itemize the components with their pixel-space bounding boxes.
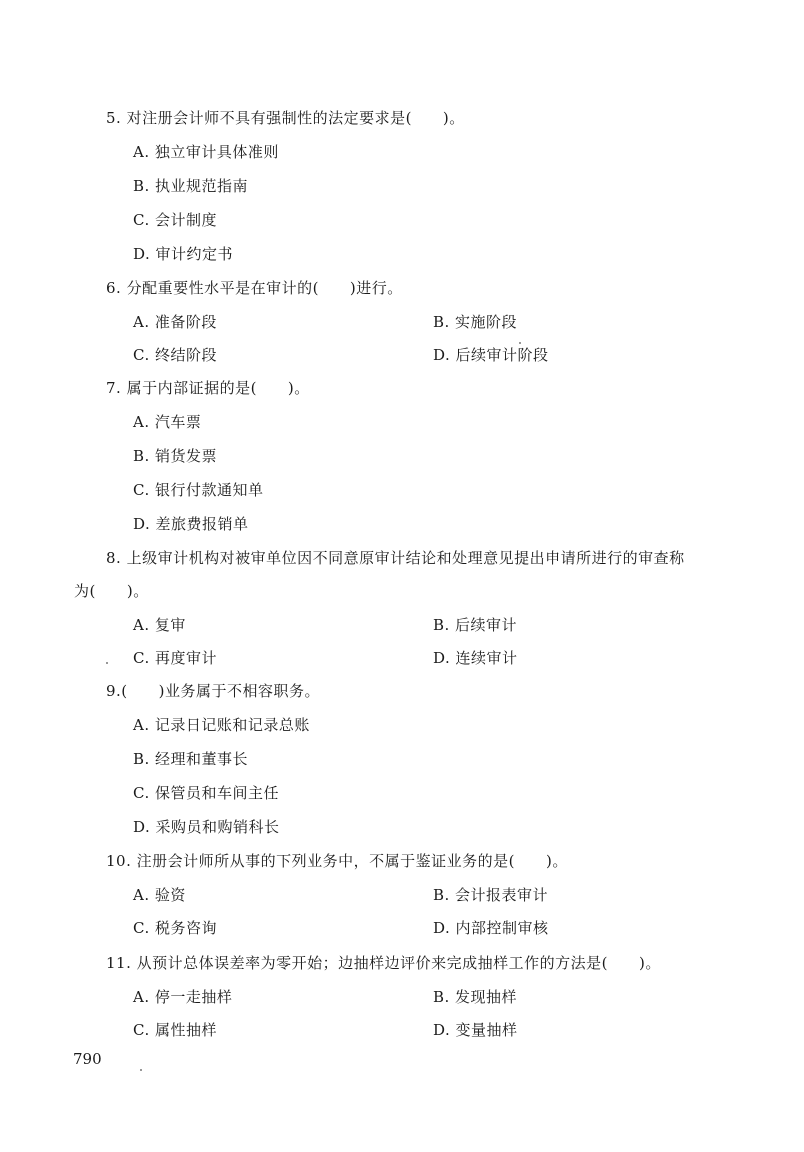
question-7-option-a: A. 汽车票	[133, 413, 202, 431]
question-8-stem-continued: 为( )。	[74, 582, 149, 600]
question-6-option-c: C. 终结阶段	[133, 346, 217, 364]
question-7-option-b: B. 销货发票	[133, 447, 218, 465]
question-11-option-b: B. 发现抽样	[433, 988, 518, 1006]
question-8-option-c: C. 再度审计	[133, 649, 217, 667]
question-11-stem: 11. 从预计总体误差率为零开始；边抽样边评价来完成抽样工作的方法是( )。	[106, 954, 661, 972]
question-10-option-a: A. 验资	[133, 886, 186, 904]
question-8-option-a: A. 复审	[133, 616, 186, 634]
question-11-option-a: A. 停一走抽样	[133, 988, 233, 1006]
scan-speck	[106, 662, 108, 664]
question-8-stem: 8. 上级审计机构对被审单位因不同意原审计结论和处理意见提出申请所进行的审查称	[106, 549, 685, 567]
question-8-option-b: B. 后续审计	[433, 616, 518, 634]
question-9-option-c: C. 保管员和车间主任	[133, 784, 279, 802]
question-9-option-b: B. 经理和董事长	[133, 750, 249, 768]
question-5-stem: 5. 对注册会计师不具有强制性的法定要求是( )。	[106, 109, 465, 127]
question-5-option-d: D. 审计约定书	[133, 245, 234, 263]
question-10-option-d: D. 内部控制审核	[433, 919, 549, 937]
question-5-option-a: A. 独立审计具体准则	[133, 143, 279, 161]
question-6-option-d: D. 后续审计阶段	[433, 346, 549, 364]
question-7-option-c: C. 银行付款通知单	[133, 481, 264, 499]
question-10-stem: 10. 注册会计师所从事的下列业务中，不属于鉴证业务的是( )。	[106, 852, 568, 870]
scan-speck	[140, 1069, 142, 1071]
question-11-option-c: C. 属性抽样	[133, 1021, 217, 1039]
page-number: 790	[73, 1050, 102, 1068]
question-10-option-c: C. 税务咨询	[133, 919, 217, 937]
question-10-option-b: B. 会计报表审计	[433, 886, 549, 904]
question-5-option-c: C. 会计制度	[133, 211, 217, 229]
question-6-stem: 6. 分配重要性水平是在审计的( )进行。	[106, 279, 403, 297]
question-5-option-b: B. 执业规范指南	[133, 177, 249, 195]
question-7-option-d: D. 差旅费报销单	[133, 515, 249, 533]
question-9-stem: 9.( )业务属于不相容职务。	[106, 682, 321, 700]
scan-speck	[519, 342, 521, 344]
question-6-option-b: B. 实施阶段	[433, 313, 518, 331]
question-7-stem: 7. 属于内部证据的是( )。	[106, 379, 310, 397]
question-11-option-d: D. 变量抽样	[433, 1021, 518, 1039]
question-6-option-a: A. 准备阶段	[133, 313, 217, 331]
question-9-option-a: A. 记录日记账和记录总账	[133, 716, 310, 734]
question-8-option-d: D. 连续审计	[433, 649, 518, 667]
question-9-option-d: D. 采购员和购销科长	[133, 818, 280, 836]
